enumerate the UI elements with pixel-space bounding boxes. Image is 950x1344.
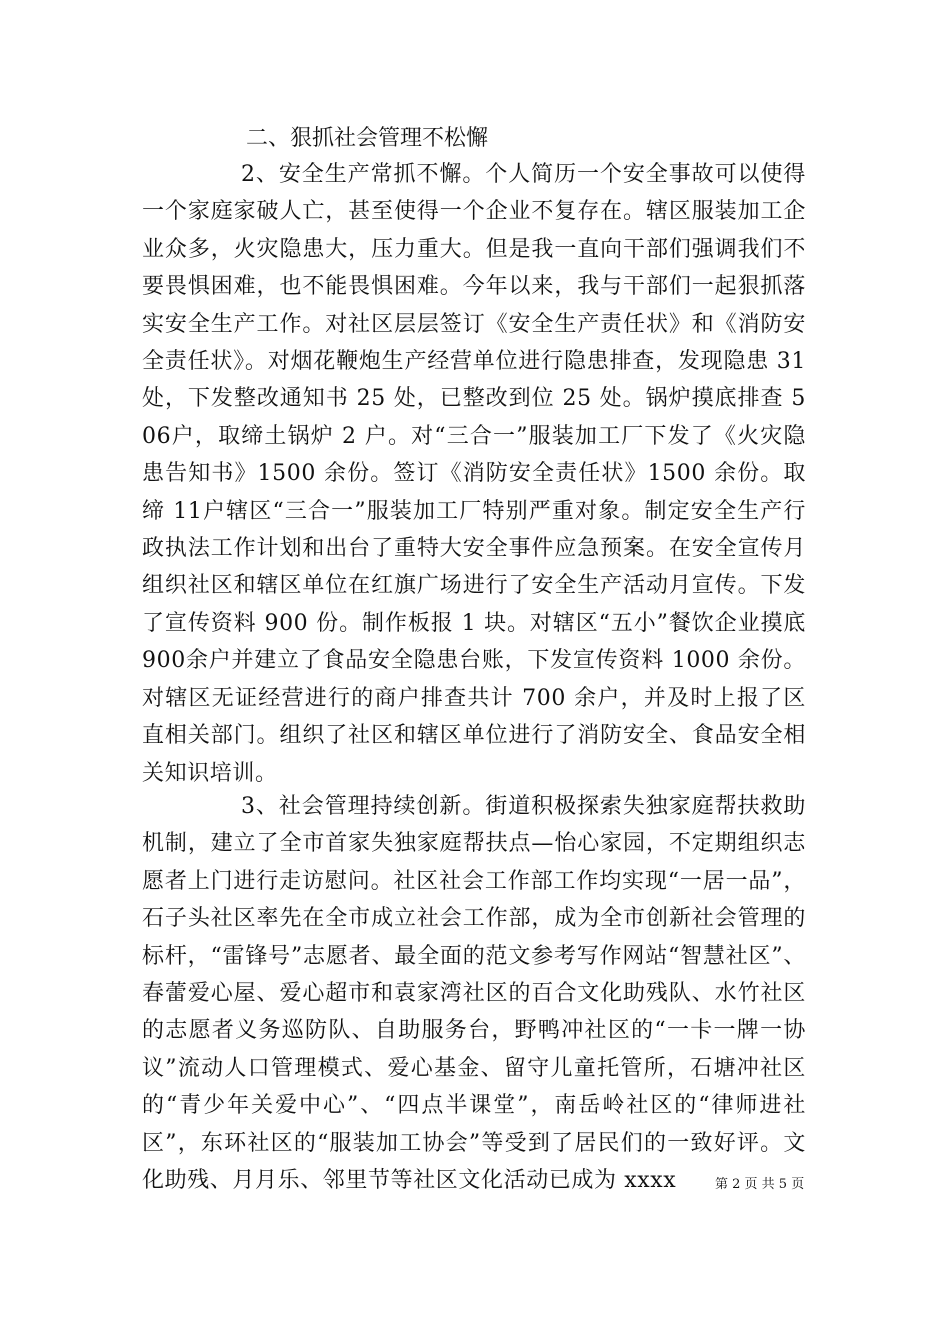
paragraph-social-management: 3、社会管理持续创新。街道积极探索失独家庭帮扶救助机制，建立了全市首家失独家庭帮扶点—怡心家园，不定期组织志愿者上门进行走访慰问。社区社会工作部工作均实现“一居一品”，石子头社区率先在全市成立社会工作部，成为全市创新社会管理的标杆，“雷锋号”志愿者、最全面的范文参考写作网站“智慧社区”、春蕾爱心屋、爱心超市和袁家湾社区的百合文化助残队、水竹社区的志愿者义务巡防队、自助服务台，野鸭冲社区的“一卡一牌一协议”流动人口管理模式、爱心基金、留守儿童托管所，石塘冲社区的“青少年关爱中心”、“四点半课堂”，南岳岭社区的“律师进社区”，东环社区的“服装加工协会”等受到了居民们的一致好评。文化助残、月月乐、邻里节等社区文化活动已成为 xxxx: [142, 794, 806, 1194]
page-number-footer: 第 2 页 共 5 页: [715, 1177, 805, 1192]
paragraph-safety-production: 2、安全生产常抓不懈。个人简历一个安全事故可以使得一个家庭家破人亡，甚至使得一个企业不复存在。辖区服装加工企业众多，火灾隐患大，压力重大。但是我一直向干部们强调我们不要畏惧困难，也不能畏惧困难。今年以来，我与干部们一起狠抓落实安全生产工作。对社区层层签订《安全生产责任状》和《消防安全责任状》。对烟花鞭炮生产经营单位进行隐患排查，发现隐患 31处，下发整改通知书 25 处，已整改到位 25 处。锅炉摸底排查 506户，取缔土锅炉 2 户。对“三合一”服装加工厂下发了《火灾隐患告知书》1500 余份。签订《消防安全责任状》1500 余份。取缔 11户辖区“三合一”服装加工厂特别严重对象。制定安全生产行政执法工作计划和出台了重特大安全事件应急预案。在安全宣传月组织社区和辖区单位在红旗广场进行了安全生产活动月宣传。下发了宣传资料 900 份。制作板报 1 块。对辖区“五小”餐饮企业摸底 900余户并建立了食品安全隐患台账，下发宣传资料 1000 余份。对辖区无证经营进行的商户排查共计 700 余户，并及时上报了区直相关部门。组织了社区和辖区单位进行了消防安全、食品安全相关知识培训。: [142, 162, 806, 786]
section-heading: 二、狠抓社会管理不松懈: [246, 126, 489, 151]
